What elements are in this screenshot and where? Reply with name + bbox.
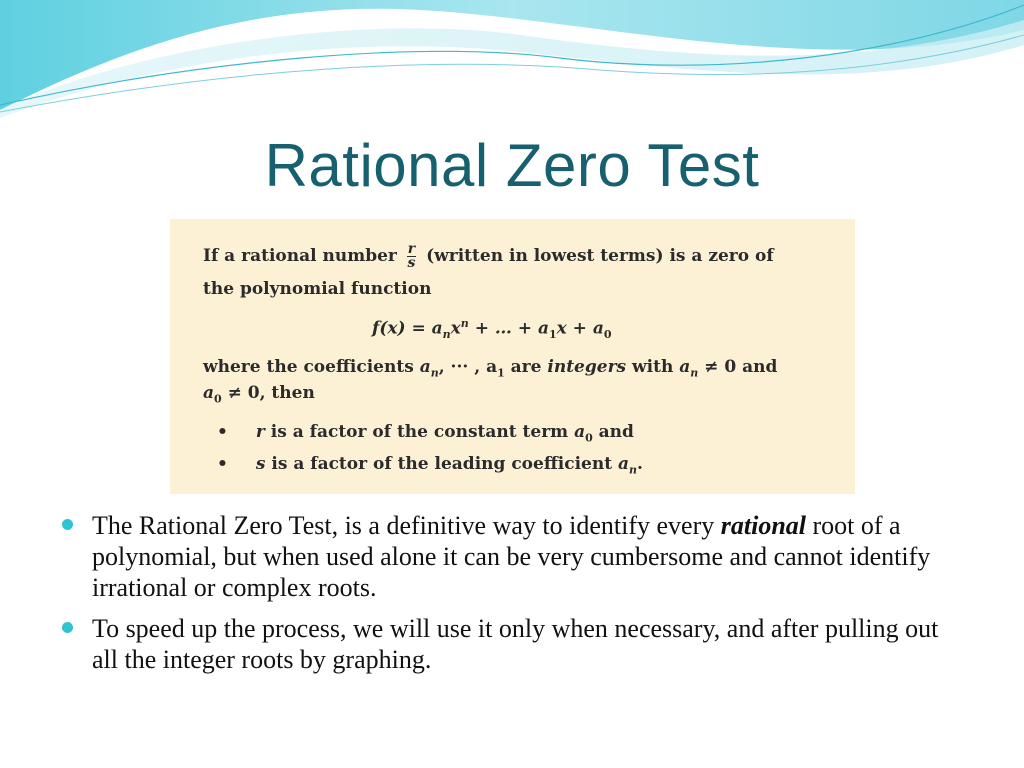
formula-part: + … + a: [468, 318, 549, 339]
list-item: [62, 510, 962, 603]
theorem-text: and: [592, 422, 634, 442]
theorem-bullet-2: [217, 454, 643, 476]
fraction-numerator: r: [407, 241, 416, 257]
formula-part: 0: [603, 328, 612, 342]
list-item: [62, 613, 962, 675]
formula-part: 1: [548, 328, 557, 342]
bullet-dot-icon: •: [217, 422, 228, 442]
theorem-line-4: [203, 357, 777, 379]
bullet-dot-icon: [62, 622, 73, 633]
formula-part: a: [419, 357, 431, 377]
polynomial-formula: [372, 317, 612, 341]
formula-part: a: [618, 454, 630, 474]
formula-part: x: [450, 318, 461, 339]
fraction-denominator: s: [407, 255, 416, 271]
theorem-text: are: [504, 357, 548, 377]
theorem-line-2: the polynomial function: [203, 279, 432, 299]
theorem-text: with: [626, 357, 680, 377]
theorem-text: (written in lowest terms) is a zero of: [426, 246, 774, 266]
formula-part: 0: [214, 392, 222, 406]
formula-part: f(x) = a: [372, 318, 443, 339]
theorem-box: [170, 219, 855, 494]
bullet-text: To speed up the process, we will use it only when necessary, and after pulling out all the integer roots by graphing.: [92, 614, 939, 674]
formula-part: x + a: [556, 318, 604, 339]
formula-part: 0: [585, 431, 593, 445]
theorem-bullet-1: [217, 422, 634, 444]
formula-part: s: [255, 454, 266, 474]
formula-part: a: [203, 383, 215, 403]
formula-part: n: [460, 317, 469, 330]
theorem-text: .: [637, 454, 643, 474]
theorem-text: If a rational number: [203, 246, 397, 266]
formula-part: n: [430, 366, 439, 380]
bullet-dot-icon: •: [217, 454, 228, 474]
formula-part: n: [442, 328, 451, 342]
theorem-text: is a factor of the constant term: [264, 422, 575, 442]
bullet-dot-icon: [62, 519, 73, 530]
theorem-text: ≠ 0 and: [698, 357, 778, 377]
fraction-r-over-s: [407, 243, 416, 270]
formula-part: r: [255, 422, 265, 442]
theorem-text: is a factor of the leading coefficient: [265, 454, 618, 474]
bullet-text: root of a polynomial, but when used alone it can be very cumbersome and cannot identify irrational or complex roots.: [92, 511, 931, 602]
formula-part: n: [629, 463, 638, 477]
formula-part: , ··· , a: [438, 357, 498, 377]
bullet-list: [62, 510, 962, 685]
theorem-text: integers: [547, 357, 627, 377]
formula-part: a: [679, 357, 691, 377]
formula-part: n: [690, 366, 699, 380]
bullet-text: The Rational Zero Test, is a definitive way to identify every: [92, 511, 721, 540]
theorem-text: ≠ 0, then: [221, 383, 315, 403]
formula-part: a: [574, 422, 586, 442]
theorem-line-5: [203, 383, 315, 405]
theorem-line-1: [203, 243, 774, 270]
formula-part: 1: [497, 366, 505, 380]
theorem-text: where the coefficients: [203, 357, 420, 377]
slide-title: Rational Zero Test: [264, 132, 760, 199]
header-wave-decoration: [0, 0, 1024, 130]
bullet-emphasis: rational: [720, 511, 806, 540]
